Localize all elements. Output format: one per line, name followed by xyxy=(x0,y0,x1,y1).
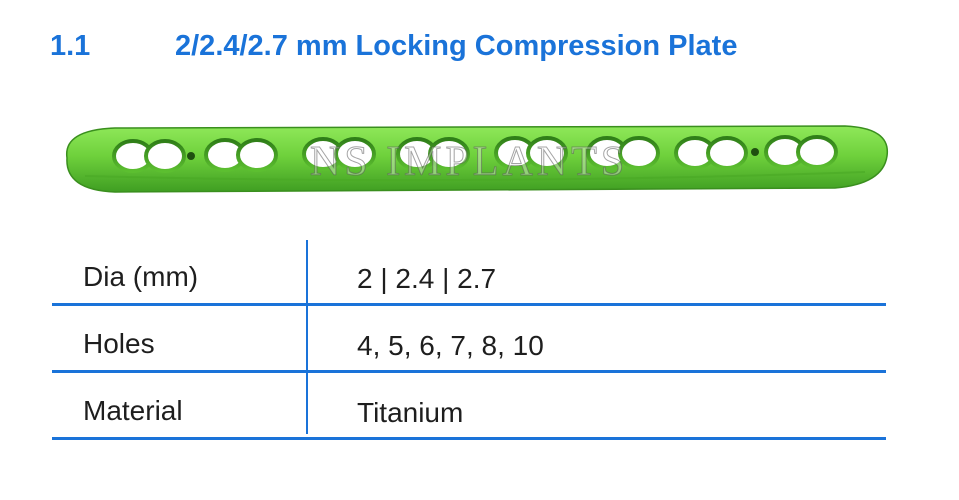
spec-row-diameter xyxy=(52,240,886,306)
kwire-hole xyxy=(751,148,759,156)
plate-hole xyxy=(114,141,184,171)
spec-row-material xyxy=(52,373,886,440)
spec-table xyxy=(52,240,886,440)
spec-label: Holes xyxy=(83,328,155,359)
watermark: NS IMPLANTS xyxy=(310,139,629,185)
spec-value: 2 | 2.4 | 2.7 xyxy=(357,263,497,294)
spec-label: Material xyxy=(83,395,183,426)
plate-hole xyxy=(206,140,276,170)
kwire-hole xyxy=(187,152,195,160)
section-title: 2/2.4/2.7 mm Locking Compression Plate xyxy=(175,30,738,62)
spec-value: 4, 5, 6, 7, 8, 10 xyxy=(357,330,544,361)
spec-label: Dia (mm) xyxy=(83,261,199,292)
spec-value: Titanium xyxy=(357,397,464,428)
spec-row-holes xyxy=(52,306,886,373)
section-number: 1.1 xyxy=(50,30,91,62)
plate-hole xyxy=(766,137,836,167)
plate-hole xyxy=(676,138,746,168)
